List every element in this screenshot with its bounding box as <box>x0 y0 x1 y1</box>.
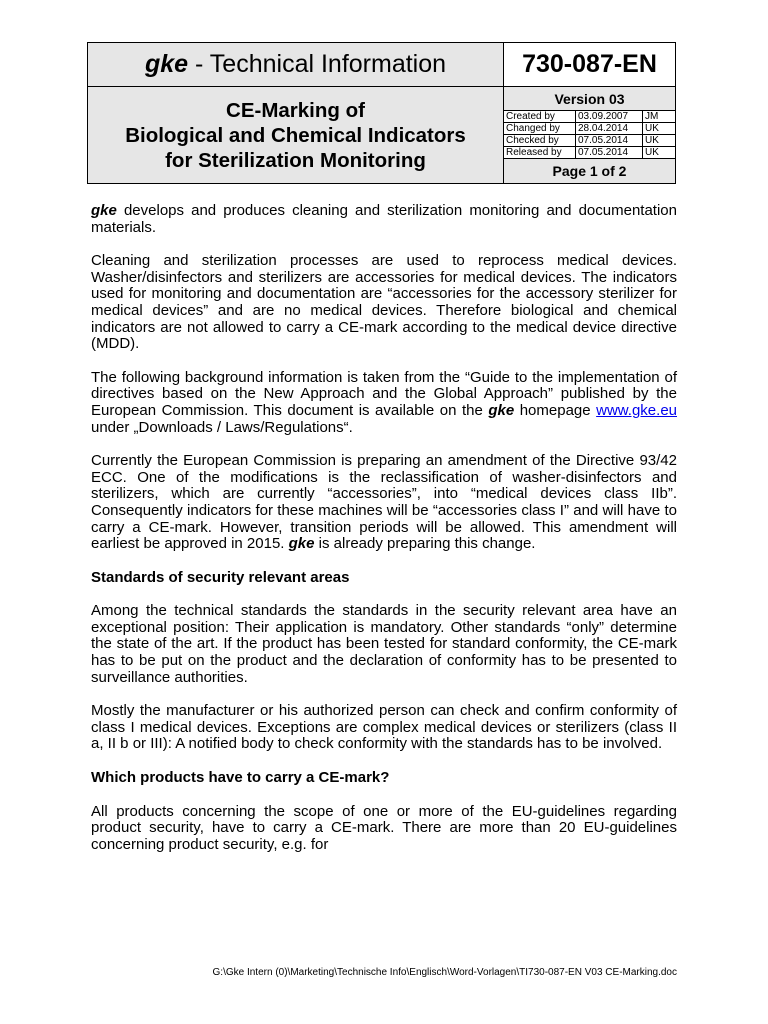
revision-label: Created by <box>504 111 576 123</box>
revision-initials: JM <box>643 111 676 123</box>
revision-label: Checked by <box>504 135 576 147</box>
revision-initials: UK <box>643 123 676 135</box>
paragraph-processes: Cleaning and sterilization processes are used to reprocess medical devices. Washer/disinfectors and sterilizers are accessories for medical devices. The indicators used for monitoring and documentation are “accessories for the accessory sterilizer for medical devices” and are no medical devices. Therefore biological and chemical indicators are not allowed to carry a CE-mark according to the medical device directive (MDD). <box>91 252 677 353</box>
brand-name: gke <box>288 535 315 553</box>
revision-date: 03.09.2007 <box>576 111 643 123</box>
header-title-text: - Technical Information <box>194 50 447 78</box>
revision-date: 28.04.2014 <box>576 123 643 135</box>
revision-row <box>504 147 675 159</box>
subject-line: for Sterilization Monitoring <box>165 148 426 172</box>
revision-initials: UK <box>643 147 676 159</box>
brand-name: gke <box>91 202 117 219</box>
document-header <box>87 42 676 184</box>
revision-row <box>504 123 675 135</box>
page-indicator: Page 1 of 2 <box>504 159 675 183</box>
section-heading-standards: Standards of security relevant areas <box>91 568 350 586</box>
paragraph-background: The following background information is taken from the “Guide to the implementation of directives based on the New Approach and the Global Approach” published by the European Commission. This document is available on the gke homepage www.gke.eu under „Downloads / Laws/Regulations“. <box>91 368 677 436</box>
subject-line: Biological and Chemical Indicators <box>125 123 466 147</box>
revision-initials: UK <box>643 135 676 147</box>
section-heading-products: Which products have to carry a CE-mark? <box>91 769 390 787</box>
revision-label: Released by <box>504 147 576 159</box>
paragraph-intro: gke develops and produces cleaning and sterilization monitoring and documentation materials. <box>91 202 677 236</box>
brand-logo: gke <box>144 50 189 78</box>
document-body <box>91 203 677 870</box>
subject-line: CE-Marking of <box>226 98 365 122</box>
document-number: 730-087-EN <box>504 43 675 87</box>
paragraph-products: All products concerning the scope of one or more of the EU-guidelines regarding product security, have to carry a CE-mark. There are more than 20 EU-guidelines concerning product security, e.g. for <box>91 802 677 853</box>
file-path-footer: G:\Gke Intern (0)\Marketing\Technische Info\Englisch\Word-Vorlagen\TI730-087-EN V03 CE-Marking.doc <box>212 967 677 978</box>
revision-table <box>504 111 675 159</box>
paragraph-standards: Among the technical standards the standards in the security relevant area have an exceptional position: Their application is mandatory. Other standards “only” determine the state of the art. If the product has been tested for standard conformity, the CE-mark has to be put on the product and the declaration of conformity has to be presented to surveillance authorities. <box>91 602 677 686</box>
brand-name: gke <box>488 401 515 419</box>
revision-date: 07.05.2014 <box>576 147 643 159</box>
revision-row <box>504 135 675 147</box>
paragraph-amendment: Currently the European Commission is preparing an amendment of the Directive 93/42 ECC. One of the modifications is the reclassification of washer-disinfectors and sterilizers, which are currently “accessories”, into “medical devices class IIb”. Consequently indicators for these machines will be “accessories class I” and will have to carry a CE-mark. However, transition periods will be allowed. This amendment will earliest be approved in 2015. gke is already preparing this change. <box>91 452 677 553</box>
revision-row <box>504 111 675 123</box>
paragraph-conformity: Mostly the manufacturer or his authorized person can check and confirm conformity of class I medical devices. Exceptions are complex medical devices or sterilizers (class II a, II b or III): A notified body to check conformity with the standards has to be involved. <box>91 702 677 753</box>
header-title <box>88 43 504 87</box>
revision-label: Changed by <box>504 123 576 135</box>
document-version: Version 03 <box>504 87 675 111</box>
revision-date: 07.05.2014 <box>576 135 643 147</box>
document-subject <box>88 87 504 183</box>
website-link[interactable]: www.gke.eu <box>596 401 677 419</box>
